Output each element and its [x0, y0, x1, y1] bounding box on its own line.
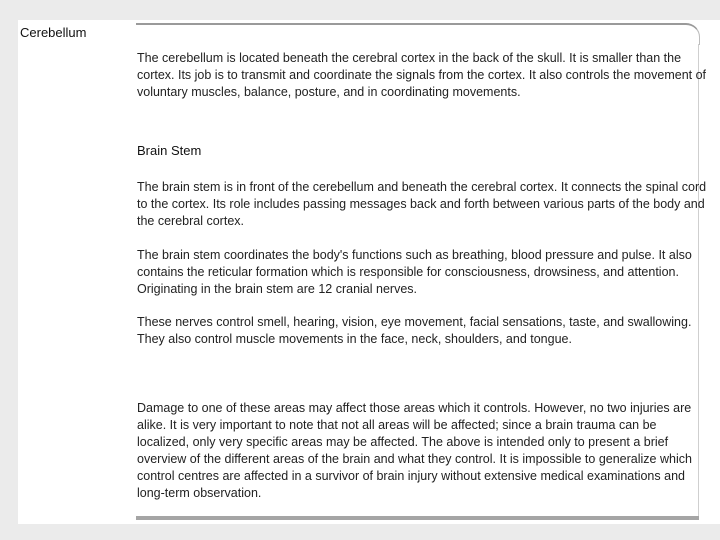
paragraph-brain-stem-location: The brain stem is in front of the cerebellum and beneath the cerebral cortex. It connects the spinal cord to the cortex. Its role includes passing messages back and forth between various parts of the body and the cerebral cortex. — [137, 180, 707, 228]
paragraph-damage-note: Damage to one of these areas may affect those areas which it controls. However, no two injuries are alike. It is very important to note that not all areas will be affected; since a brain trauma can be localized, only very specific areas may be affected. The above is intended only to present a brief overview of the different areas of the brain and what they control. It is impossible to generalize which control centres are affected in a survivor of brain injury without extensive medical examinations and long-term observation. — [137, 401, 692, 500]
frame-bottom-border — [136, 516, 699, 520]
paragraph-cerebellum: The cerebellum is located beneath the cerebral cortex in the back of the skull. It is smaller than the cortex. Its job is to transmit and coordinate the signals from the cortex. It also controls the movement of voluntary muscles, balance, posture, and in coordinating movements. — [137, 51, 707, 99]
paragraph-brain-stem-functions: The brain stem coordinates the body's functions such as breathing, blood pressure and pulse. It also contains the reticular formation which is responsible for consciousness, drowsiness, and attention. Originating in the brain stem are 12 cranial nerves. — [137, 248, 692, 296]
frame-top-border — [136, 23, 684, 25]
page-title: Cerebellum — [20, 25, 87, 40]
paragraph-cranial-nerves: These nerves control smell, hearing, vision, eye movement, facial sensations, taste, and swallowing. They also control muscle movements in the face, neck, shoulders, and tongue. — [137, 315, 692, 346]
section-heading-brain-stem: Brain Stem — [137, 143, 202, 158]
